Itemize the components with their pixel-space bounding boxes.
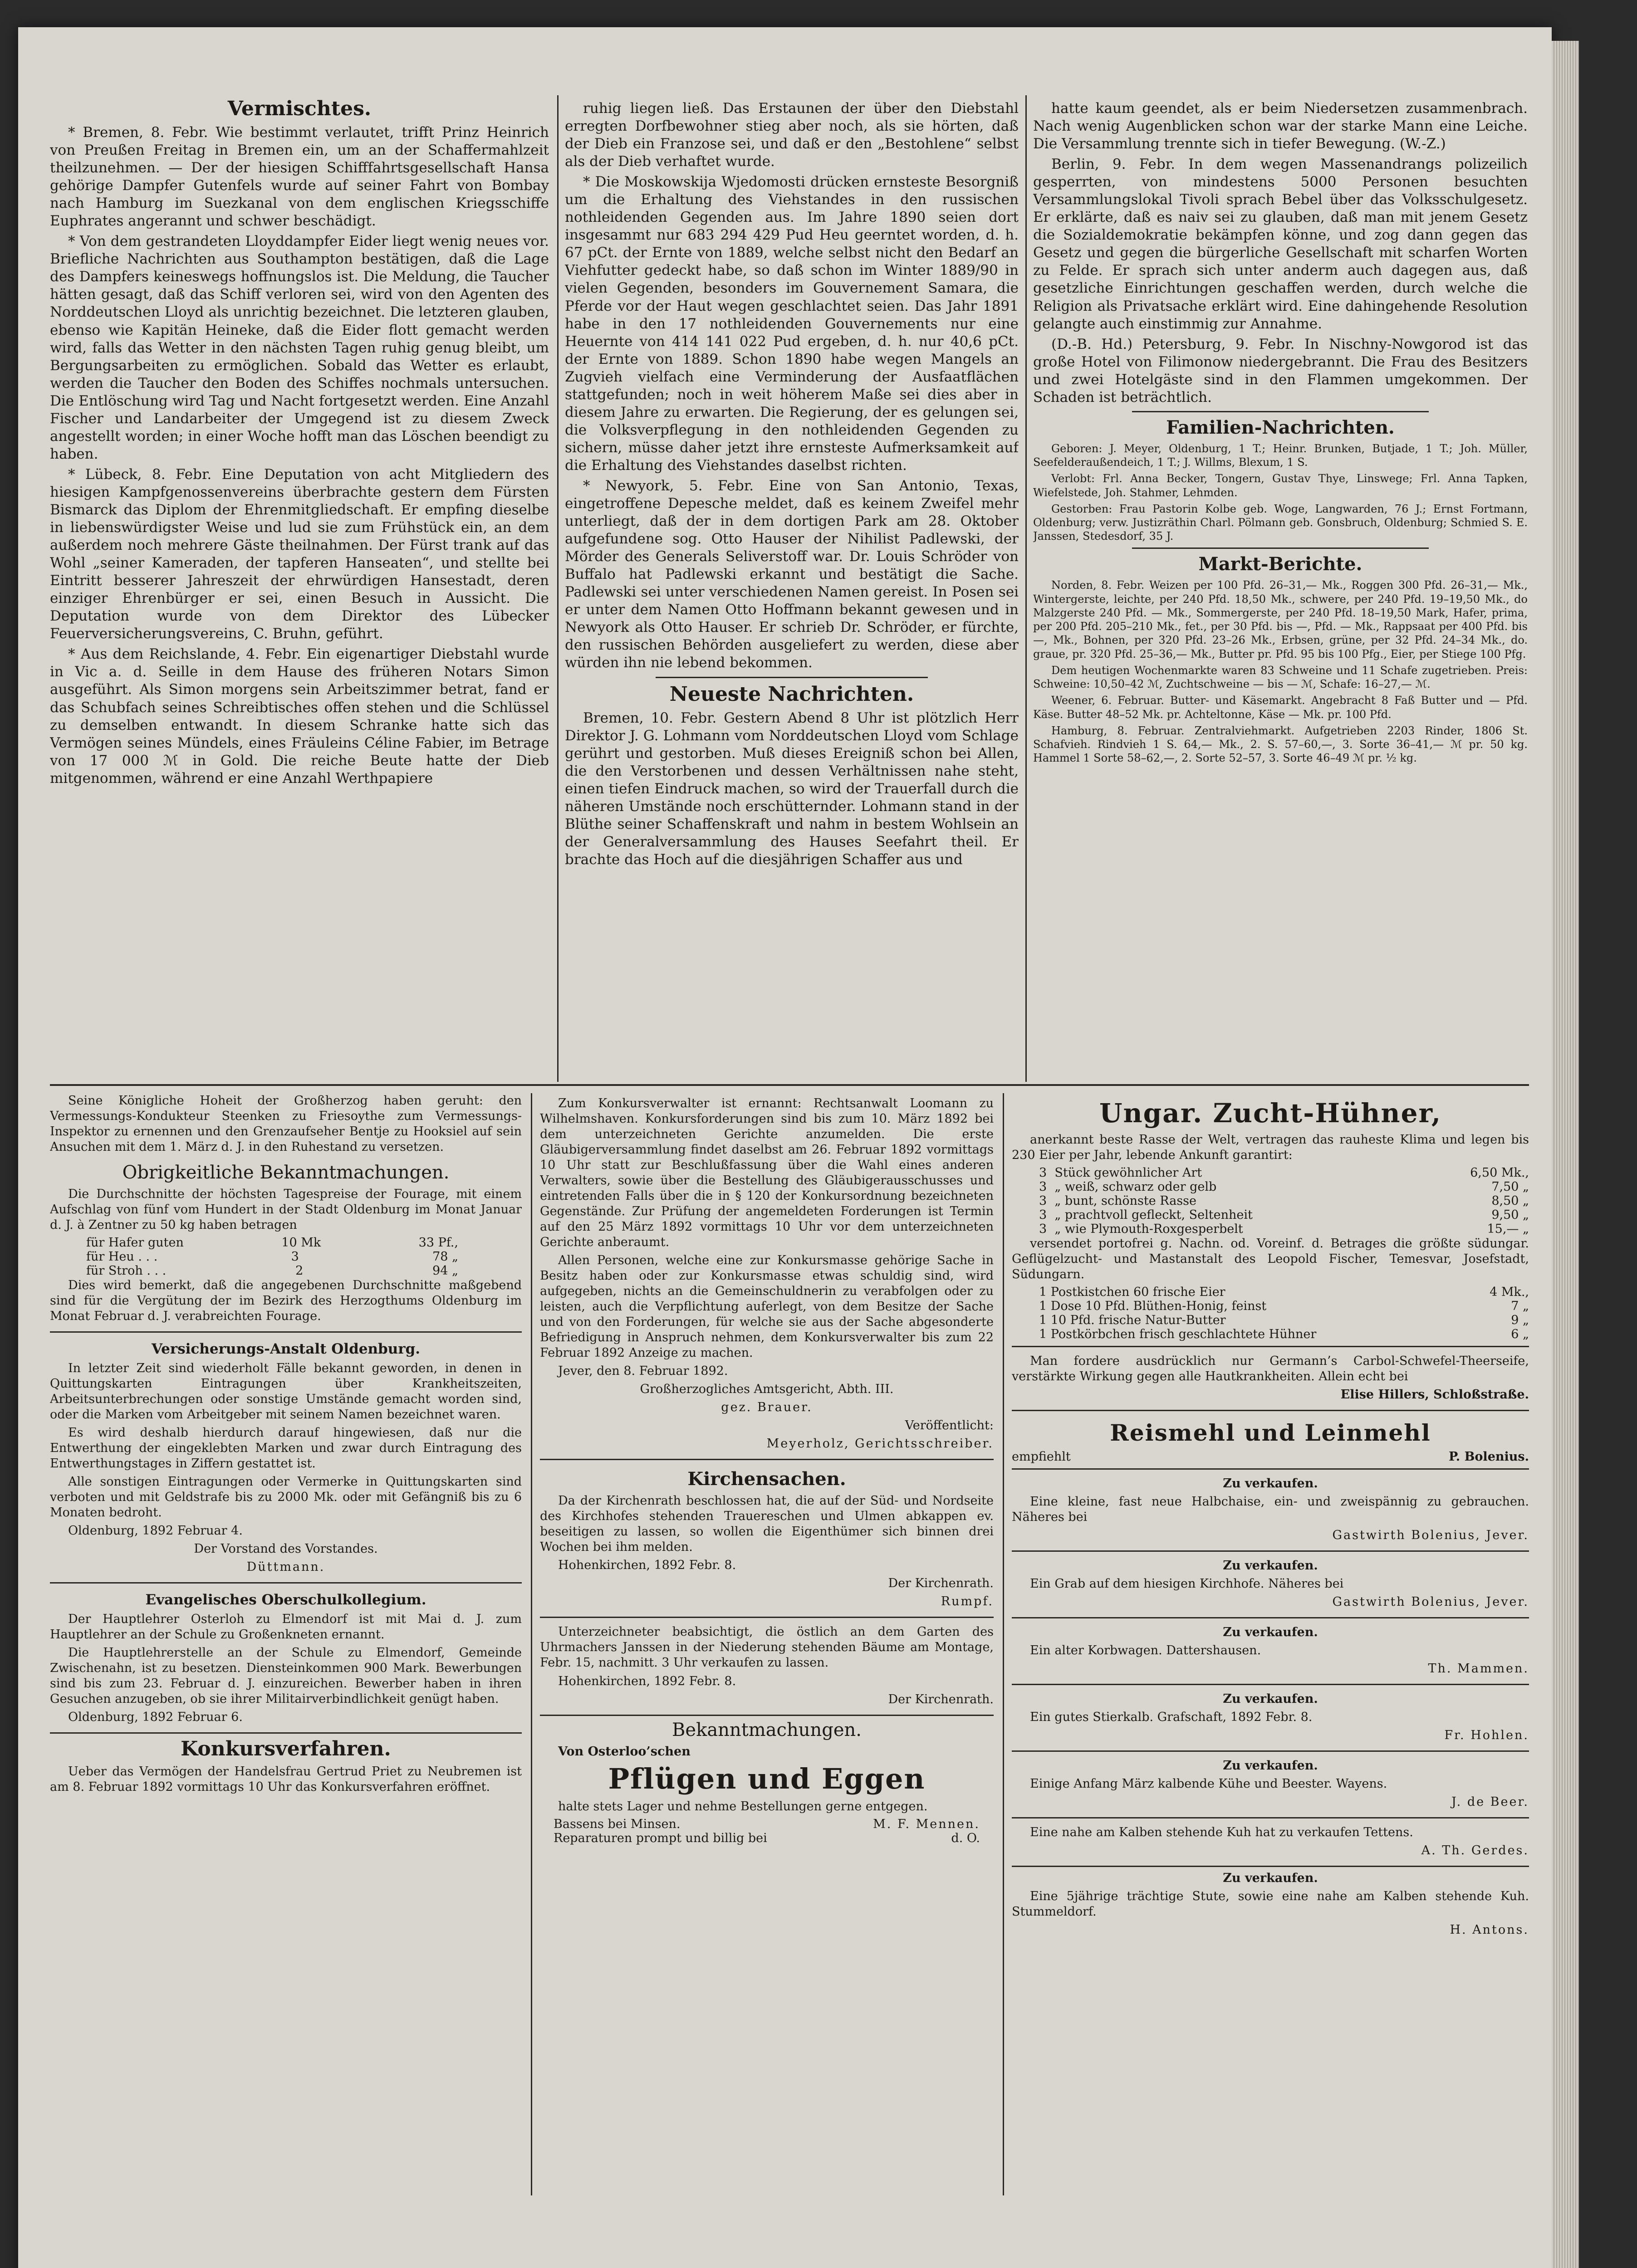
article-lohmann-cont: hatte kaum geendet, als er beim Niedersetzen zusammenbrach. Nach wenig Augenblicken schon war der starke Mann eine Leiche. Die Versammlung trennte sich in tiefer Bewegung. (W.-Z.) — [1033, 100, 1528, 152]
signature: Oldenburg, 1892 Februar 4. — [68, 1524, 243, 1538]
signature: Hohenkirchen, 1892 Febr. 8. — [558, 1558, 736, 1573]
ad-intro: Von Osterloo’schen — [558, 1744, 691, 1759]
family-born: Geboren: J. Meyer, Oldenburg, 1 T.; Heinr. Brunken, Butjade, 1 T.; Joh. Müller, Seefelderaußendeich, 1 T.; J. Willms, Blexum, 1 S. — [1033, 442, 1528, 469]
column-rule — [531, 1093, 532, 2195]
versicherung-text: In letzter Zeit sind wiederholt Fälle bekannt geworden, in denen in Quittungskarten Eintragungen über Krankheitszeiten, Arbeitsunterbrechungen oder sonstige Umstände gemacht worden sind, oder die Marken vom Arbeitgeber mit seinem Namen bezeichnet waren. — [50, 1361, 522, 1422]
huehner-text: anerkannt beste Rasse der Welt, vertragen das rauheste Klima und legen bis 230 Eier per Jahr, lebende Ankunft garantirt: — [1012, 1133, 1529, 1163]
signature: Der Kirchenrath. — [888, 1576, 994, 1591]
heading-versicherung: Versicherungs-Anstalt Oldenburg. — [151, 1341, 421, 1358]
article-newyork: * Newyork, 5. Febr. Eine von San Antonio, Texas, eingetroffene Depesche meldet, daß es keinem Zweifel mehr unterliegt, daß der in dem dortigen Park am 28. Oktober aufgefundene sog. Otto Hauser der Nihilist Padlewski, der Mörder des Generals Seliverstoff war. Dr. Louis Schröder von Buffalo hat Padlewski erkannt und bestätigt die Sache. Padlewski sei unter verschiedenen Namen gereist. In Posen sei er unter dem Namen Otto Hoffmann bekannt gewesen und in Newyork als Otto Hauser. Er schrieb Dr. Schröder, er fürchte, den russischen Behörden ausgeliefert zu werden, diese aber würden ihn nie lebend bekommen. — [565, 477, 1019, 671]
signature: Düttmann. — [246, 1560, 325, 1574]
price-row: 3 „ bunt, schönste Rasse 8,50 „ — [1039, 1194, 1529, 1208]
family-engaged: Verlobt: Frl. Anna Becker, Tongern, Gustav Thye, Linswege; Frl. Anna Tapken, Wiefelstede, Joh. Stahmer, Lehmden. — [1033, 472, 1528, 499]
article-bremen: * Bremen, 8. Febr. Wie bestimmt verlautet, trifft Prinz Heinrich von Preußen Freitag in Bremen ein, um an der Schaffermahlzeit theilzunehmen. — Der der hiesigen Schifffahrtsgesellschaft Hansa gehörige Dampfer Gutenfels wurde auf seiner Fahrt von Bombay nach Hamburg im Suezkanal von dem englischen Kriegsschiffe Euphrates angerannt und schwer beschädigt. — [50, 124, 549, 230]
signature: gez. Brauer. — [721, 1400, 813, 1415]
versicherung-text: Es wird deshalb hierdurch darauf hingewiesen, daß nur die Entwerthung der eingeklebten Marken und zwar durch Eintragung des Entwerthungstages in Ziffern gestattet ist. — [50, 1426, 522, 1471]
ad-signature-row: empfiehlt P. Bolenius. — [1012, 1450, 1529, 1464]
section-rule — [50, 1084, 1529, 1086]
article-petersburg: (D.-B. Hd.) Petersburg, 9. Febr. In Nischny-Nowgorod ist das große Hotel von Filimonow niedergebrannt. Die Frau des Besitzers und zwei Hotelgäste sind in den Flammen umgekommen. Der Schaden ist beträchtlich. — [1033, 336, 1528, 406]
ad-zucht-huehner: Ungar. Zucht-Hühner, — [1099, 1098, 1442, 1129]
signature: Der Vorstand des Vorstandes. — [194, 1542, 378, 1556]
heading-obrigkeitliche: Obrigkeitliche Bekanntmachungen. — [122, 1162, 450, 1183]
fourage-note: Dies wird bemerkt, daß die angegebenen Durchschnitte maßgebend sind für die Vergütung der im Bezirk des Herzogthums Oldenburg im Monat Februar d. J. verabreichten Fourage. — [50, 1278, 522, 1324]
article-luebeck: * Lübeck, 8. Febr. Eine Deputation von acht Mitgliedern des hiesigen Kampfgenossenvereins überbrachte gestern dem Fürsten Bismarck das Diplom der Ehrenmitgliedschaft. Er empfing dieselbe in liebenswürdigster Weise und lud sie zum Frühstück ein, an dem außerdem noch mehrere Gäste theilnahmen. Der Fürst trank auf das Wohl „seiner Kameraden, der tapferen Hanseaten“, und stellte bei Eintritt besserer Jahreszeit der ehrwürdigen Hansestadt, deren einziger Ehrenbürger er sei, einen Besuch in Aussicht. Die Deputation wurde von dem Direktor des Lübecker Feuerversicherungsvereins, C. Bruhn, geführt. — [50, 466, 549, 642]
top-column-1 — [50, 95, 549, 1082]
heading-kirchensachen: Kirchensachen. — [687, 1468, 846, 1490]
classified-ad: Zu verkaufen. Einige Anfang März kalbende Kühe und Beester. Wayens. J. de Beer. — [1012, 1755, 1529, 1818]
signature: Rumpf. — [941, 1594, 994, 1609]
classified-ad: Eine nahe am Kalben stehende Kuh hat zu verkaufen Tettens. A. Th. Gerdes. — [1012, 1822, 1529, 1867]
heading-oberschulkollegium: Evangelisches Oberschulkollegium. — [145, 1592, 426, 1608]
konkurs-verwalter: Zum Konkursverwalter ist ernannt: Rechtsanwalt Loomann zu Wilhelmshaven. Konkursforderungen sind bis zum 10. März 1892 bei dem unterzeichneten Gerichte anzumelden. Die erste Gläubigerversammlung findet daselbst am 26. Februar 1892 vormittags 10 Uhr statt zur Beschlußfassung über die Wahl eines anderen Verwalters, sowie über die Bestellung des Gläubigerausschusses und eintretenden Falls über die in § 120 der Konkursordnung bezeichneten Gegenstände. Zur Prüfung der angemeldeten Forderungen ist Termin auf den 25 März 1892 vormittags 10 Uhr vor dem unterzeichneten Gerichte anberaumt. — [540, 1096, 994, 1250]
classified-ad: Zu verkaufen. Ein Grab auf dem hiesigen Kirchhofe. Näheres bei Gastwirth Bolenius, Jever. — [1012, 1555, 1529, 1618]
signature: Oldenburg, 1892 Februar 6. — [68, 1710, 243, 1725]
article-berlin: Berlin, 9. Febr. In dem wegen Massenandrangs polizeilich gesperrten, von mindestens 5000 Personen besuchten Versammlungslokal Tivoli sprach Bebel über das Volksschulgesetz. Er erklärte, daß es naiv sei zu glauben, daß man mit jenem Gesetz die Sozialdemokratie bekämpfen könne, und zog dann gegen das Gesetz und gegen die bürgerliche Gesellschaft mit scharfen Worten zu Felde. Er sprach sich unter anderm auch dagegen aus, daß gesetzliche Einrichtungen geschaffen werden, durch welche die Religion als Privatsache erklärt wird. Eine dahingehende Resolution gelangte auch einstimmig zur Annahme. — [1033, 156, 1528, 332]
heading-markt: Markt-Berichte. — [1198, 553, 1363, 575]
kirchen-text: Da der Kirchenrath beschlossen hat, die auf der Süd- und Nordseite des Kirchhofes stehenden Trauereschen und Ulmen abkappen ev. beseitigen zu lassen, so wollen die Eigenthümer sich binnen drei Wochen bei ihm melden. — [540, 1494, 994, 1554]
column-rule — [1003, 1093, 1004, 2195]
bottom-column-3 — [1012, 1093, 1529, 2195]
ad-signature-row: Bassens bei Minsen. M. F. Mennen. — [554, 1817, 980, 1831]
huehner-versand: versendet portofrei g. Nachn. od. Voreinf. d. Betrages die größte südungar. Geflügelzucht- und Mastanstalt des Leopold Fischer, Temesvar, Josefstadt, Südungarn. — [1012, 1237, 1529, 1282]
market-hamburg: Hamburg, 8. Februar. Zentralviehmarkt. Aufgetrieben 2203 Rinder, 1806 St. Schafvieh. Rindvieh 1 S. 64,— Mk., 2. S. 57–60,—, 3. Sorte 36–41,— ℳ pr. 50 kg. Hammel 1 Sorte 58–62,—, 2. Sorte 52–57, 3. Sorte 46–49 ℳ pr. ½ kg. — [1033, 724, 1528, 765]
price-row: 1 Postkörbchen frisch geschlachtete Hühner 6 „ — [1039, 1327, 1529, 1342]
price-row: für Heu . . . 3 78 „ — [86, 1250, 458, 1264]
ad-text: halte stets Lager und nehme Bestellungen gerne entgegen. — [558, 1799, 928, 1813]
bottom-column-2 — [540, 1093, 994, 2195]
price-row: für Stroh . . . 2 94 „ — [86, 1264, 458, 1278]
price-row: 3 „ weiß, schwarz oder gelb 7,50 „ — [1039, 1180, 1529, 1194]
konkurs-personen: Allen Personen, welche eine zur Konkursmasse gehörige Sache in Besitz haben oder zur Konkursmasse etwas schuldig sind, wird aufgegeben, nichts an die Gemeinschuldnerin zu verabfolgen oder zu leisten, auch die Verpflichtung auferlegt, von dem Besitze der Sache und von den Forderungen, für welche sie aus der Sache abgesonderte Befriedigung in Anspruch nehmen, dem Konkursverwalter bis zum 22 Februar 1892 Anzeige zu machen. — [540, 1253, 994, 1360]
price-row: 1 Dose 10 Pfd. Blüthen-Honig, feinst 7 „ — [1039, 1299, 1529, 1314]
article-moskau: * Die Moskowskija Wjedomosti drücken ernsteste Besorgniß um die Erhaltung des Viehstandes in den russischen nothleidenden Gegenden aus. Im Jahre 1890 seien dort insgesammt nur 683 294 429 Pud Heu geerntet worden, d. h. 67 pCt. der Ernte von 1889, welche selbst nicht den Bedarf an Viehfutter gedeckt habe, so daß schon im Winter 1889/90 in vielen Gegenden, besonders im Gouvernement Samara, die Pferde vor der Haut wegen geschlachtet seien. Das Jahr 1891 habe in den 17 nothleidenden Gouvernements nur eine Heuernte von 414 141 022 Pud ergeben, d. h. nur 40,6 pCt. der Ernte von 1889. Schon 1890 habe wegen Mangels an Zugvieh vielfach eine Verminderung der Ausfaatflächen stattgefunden; noch in weit höherem Maße sei dies aber in diesem Jahre zu erwarten. Die Regierung, der es gelungen sei, die Volksverpflegung in den nothleidenden Gegenden zu sichern, müsse daher jetzt ihre ernsteste Aufmerksamkeit auf die Erhaltung des Viehstandes daselbst richten. — [565, 174, 1019, 474]
schul-text: Der Hauptlehrer Osterloh zu Elmendorf ist mit Mai d. J. zum Hauptlehrer an der Schule zu Großenkneten ernannt. — [50, 1612, 522, 1642]
divider — [1132, 547, 1429, 549]
price-list — [50, 1236, 522, 1278]
price-row: 3 Stück gewöhnlicher Art 6,50 Mk., — [1039, 1166, 1529, 1180]
top-column-2 — [565, 100, 1019, 1082]
schul-text: Die Hauptlehrerstelle an der Schule zu Elmendorf, Gemeinde Zwischenahn, ist zu besetzen. Diensteinkommen 900 Mark. Bewerbungen sind bis zum 23. Februar d. J. einzureichen. Bewerber haben in ihren Gesuchen anzugeben, ob sie ihrer Militairverbindlichkeit genügt haben. — [50, 1646, 522, 1706]
ad-pfluegen-eggen: Pflügen und Eggen — [608, 1762, 926, 1795]
signature: Hohenkirchen, 1892 Febr. 8. — [558, 1674, 736, 1688]
page-edge — [1552, 41, 1579, 2268]
heading-konkurs: Konkursverfahren. — [181, 1737, 391, 1761]
versicherung-text: Alle sonstigen Eintragungen oder Vermerke in Quittungskarten sind verboten und mit Geldstrafe bis zu 2000 Mk. oder mit Gefängniß bis zu 6 Monaten bedroht. — [50, 1475, 522, 1520]
classified-ad: Zu verkaufen. Eine kleine, fast neue Halbchaise, ein- und zweispännig zu gebrauchen. Näheres bei Gastwirth Bolenius, Jever. — [1012, 1473, 1529, 1552]
classified-ad: Zu verkaufen. Eine 5jährige trächtige Stute, sowie eine nahe am Kalben stehende Kuh. Stummeldorf. H. Antons. — [1012, 1871, 1529, 1937]
heading-bekanntmachungen: Bekanntmachungen. — [672, 1719, 862, 1740]
divider — [1132, 411, 1429, 412]
signature: Großherzogliches Amtsgericht, Abth. III. — [640, 1382, 894, 1397]
heading-neueste: Neueste Nachrichten. — [669, 682, 914, 706]
article-lohmann: Bremen, 10. Febr. Gestern Abend 8 Uhr ist plötzlich Herr Direktor J. G. Lohmann vom Norddeutschen Lloyd vom Schlage gerührt und gestorben. Muß dieses Ereigniß schon bei Allen, die den Verstorbenen und dessen Verhältnissen nahe steht, einen tiefen Eindruck machen, so wird der Trauerfall durch die näheren Umstände noch erschütternder. Lohmann stand in der Blüthe seiner Schaffenskraft und nahm in bestem Wohlsein an der Generalversammlung des Hauses Seefahrt theil. Er brachte das Hoch auf die diesjährigen Schaffer aus und — [565, 709, 1019, 868]
signature: Veröffentlicht: — [905, 1418, 994, 1433]
signature: Elise Hillers, Schloßstraße. — [1340, 1388, 1529, 1402]
konkurs-text: Ueber das Vermögen der Handelsfrau Gertrud Priet zu Neubremen ist am 8. Februar 1892 vormittags 10 Uhr das Konkursverfahren eröffnet. — [50, 1765, 522, 1794]
baeume-text: Unterzeichneter beabsichtigt, die östlich an dem Garten des Uhrmachers Janssen in der Niederung stehenden Bäume am Montage, Febr. 15, nachmitt. 3 Uhr verkaufen zu lassen. — [540, 1625, 994, 1670]
classified-ad: Zu verkaufen. Ein alter Korbwagen. Dattershausen. Th. Mammen. — [1012, 1622, 1529, 1685]
heading-familien: Familien-Nachrichten. — [1166, 416, 1395, 438]
market-weener: Weener, 6. Februar. Butter- und Käsemarkt. Angebracht 8 Faß Butter und — Pfd. Käse. Butter 48–52 Mk. pr. Achteltonne, Käse — Mk. pr. 100 Pfd. — [1033, 694, 1528, 721]
seife-text: Man fordere ausdrücklich nur Germann’s Carbol-Schwefel-Theerseife, verstärkte Wirkung gegen alle Hautkrankheiten. Allein echt bei — [1012, 1354, 1529, 1384]
article-eider: * Von dem gestrandeten Lloyddampfer Eider liegt wenig neues vor. Briefliche Nachrichten aus Southampton bestätigen, daß die Lage des Dampfers keineswegs hoffnungslos ist. Die Meldung, die Taucher hätten gesagt, daß das Schiff verloren sei, wird von den Agenten des Norddeutschen Lloyd als unrichtig bezeichnet. Die letzteren glauben, ebenso wie Kapitän Heineke, daß die Eider flott gemacht werden wird, falls das Wetter in den nächsten Tagen ruhig genug bleibt, um Bergungsarbeiten zu ermöglichen. Sobald das Wetter es erlaubt, werden die Taucher den Boden des Schiffes nochmals untersuchen. Die Entlöschung wird Tag und Nacht fortgesetzt werden. Eine Anzahl Fischer und Landarbeiter der Umgegend ist zu diesem Zweck angestellt worden; in einer Woche hofft man das Löschen beendigt zu haben. — [50, 233, 549, 462]
market-wochenmarkt: Dem heutigen Wochenmarkte waren 83 Schweine und 11 Schafe zugetrieben. Preis: Schweine: 10,50–42 ℳ, Zuchtschweine — bis — ℳ, Schafe: 16–27,— ℳ. — [1033, 664, 1528, 691]
price-row: für Hafer guten 10 Mk 33 Pf., — [86, 1236, 458, 1250]
notice-grossherzog: Seine Königliche Hoheit der Großherzog haben geruht: den Vermessungs-Kondukteur Steenken zu Friesoythe zum Vermessungs-Inspektor zu ernennen und den Grenzaufseher Bentje zu Hooksiel auf sein Ansuchen mit dem 1. März d. J. in den Ruhestand zu versetzen. — [50, 1094, 522, 1154]
divider — [656, 677, 928, 678]
column-rule — [557, 95, 559, 1082]
classified-ad: Zu verkaufen. Ein gutes Stierkalb. Grafschaft, 1892 Febr. 8. Fr. Hohlen. — [1012, 1689, 1529, 1752]
article-reichslande: * Aus dem Reichslande, 4. Febr. Ein eigenartiger Diebstahl wurde in Vic a. d. Seille in dem Hause des früheren Notars Simon ausgeführt. Als Simon morgens sein Arbeitszimmer betrat, fand er das Schubfach seines Schreibtisches offen stehen und die Schlüssel zu demselben entwandt. In diesem Schranke hatte sich das Vermögen seines Mündels, eines Fräuleins Céline Fabier, im Betrage von 17 000 ℳ in Gold. Die reiche Beute hatte der Dieb mitgenommen, während er eine Anzahl Werthpapiere — [50, 646, 549, 787]
price-row: 1 10 Pfd. frische Natur-Butter 9 „ — [1039, 1313, 1529, 1328]
column-rule — [1025, 95, 1027, 1082]
ad-reismehl: Reismehl und Leinmehl — [1110, 1419, 1431, 1447]
family-died: Gestorben: Frau Pastorin Kolbe geb. Woge, Langwarden, 76 J.; Ernst Fortmann, Oldenburg; verw. Justizräthin Charl. Pölmann geb. Gonsbruch, Oldenburg; Schmied S. E. Janssen, Stedesdorf, 35 J. — [1033, 502, 1528, 543]
fourage-intro: Die Durchschnitte der höchsten Tagespreise der Fourage, mit einem Aufschlag von fünf vom Hundert in der Stadt Oldenburg im Monat Januar d. J. à Zentner zu 50 kg haben betragen — [50, 1187, 522, 1232]
price-row: 3 „ prachtvoll gefleckt, Seltenheit 9,50 „ — [1039, 1208, 1529, 1222]
signature: Jever, den 8. Februar 1892. — [558, 1364, 728, 1378]
signature: Meyerholz, Gerichtsschreiber. — [766, 1437, 994, 1451]
heading-vermischtes: Vermischtes. — [227, 97, 372, 120]
newspaper-page — [18, 27, 1552, 2268]
ad-signature-row: Reparaturen prompt und billig bei d. O. — [554, 1831, 980, 1845]
eggs-price-list — [1012, 1285, 1529, 1341]
price-row: 1 Postkistchen 60 frische Eier 4 Mk., — [1039, 1285, 1529, 1300]
huehner-price-list — [1012, 1166, 1529, 1236]
top-column-3 — [1033, 100, 1528, 1082]
market-norden: Norden, 8. Febr. Weizen per 100 Pfd. 26–31,— Mk., Roggen 300 Pfd. 26–31,— Mk., Wintergerste, leichte, per 240 Pfd. 18,50 Mk., schwere, per 240 Pfd. 19–19,50 Mk., do Malzgerste 240 Pfd. — Mk., Sommergerste, per 240 Pfd. 18–19,50 Mark, Hafer, prima, per 200 Pfd. 205–210 Mk., fet., per 30 Pfd. bis —, Pfd. — Mk., Rappsaat per 400 Pfd. bis —, Mk., Bohnen, per 320 Pfd. 23–26 Mk., Erbsen, grüne, per 32 Pfd. 24–34 Mk., do. graue, pr. 320 Pfd. 25–36,— Mk., Butter pr. Pfd. 95 bis 100 Pfg., Eier, per Stiege 100 Pfg. — [1033, 579, 1528, 660]
price-row: 3 „ wie Plymouth-Roxgesperbelt 15,— „ — [1039, 1222, 1529, 1237]
bottom-column-1 — [50, 1093, 522, 2195]
article-continued: ruhig liegen ließ. Das Erstaunen der über den Diebstahl erregten Dorfbewohner stieg aber noch, als sie hörten, daß der Dieb ein Franzose sei, und daß er den „Bestohlene“ selbst als der Dieb verhaftet wurde. — [565, 100, 1019, 170]
signature: Der Kirchenrath. — [888, 1692, 994, 1706]
